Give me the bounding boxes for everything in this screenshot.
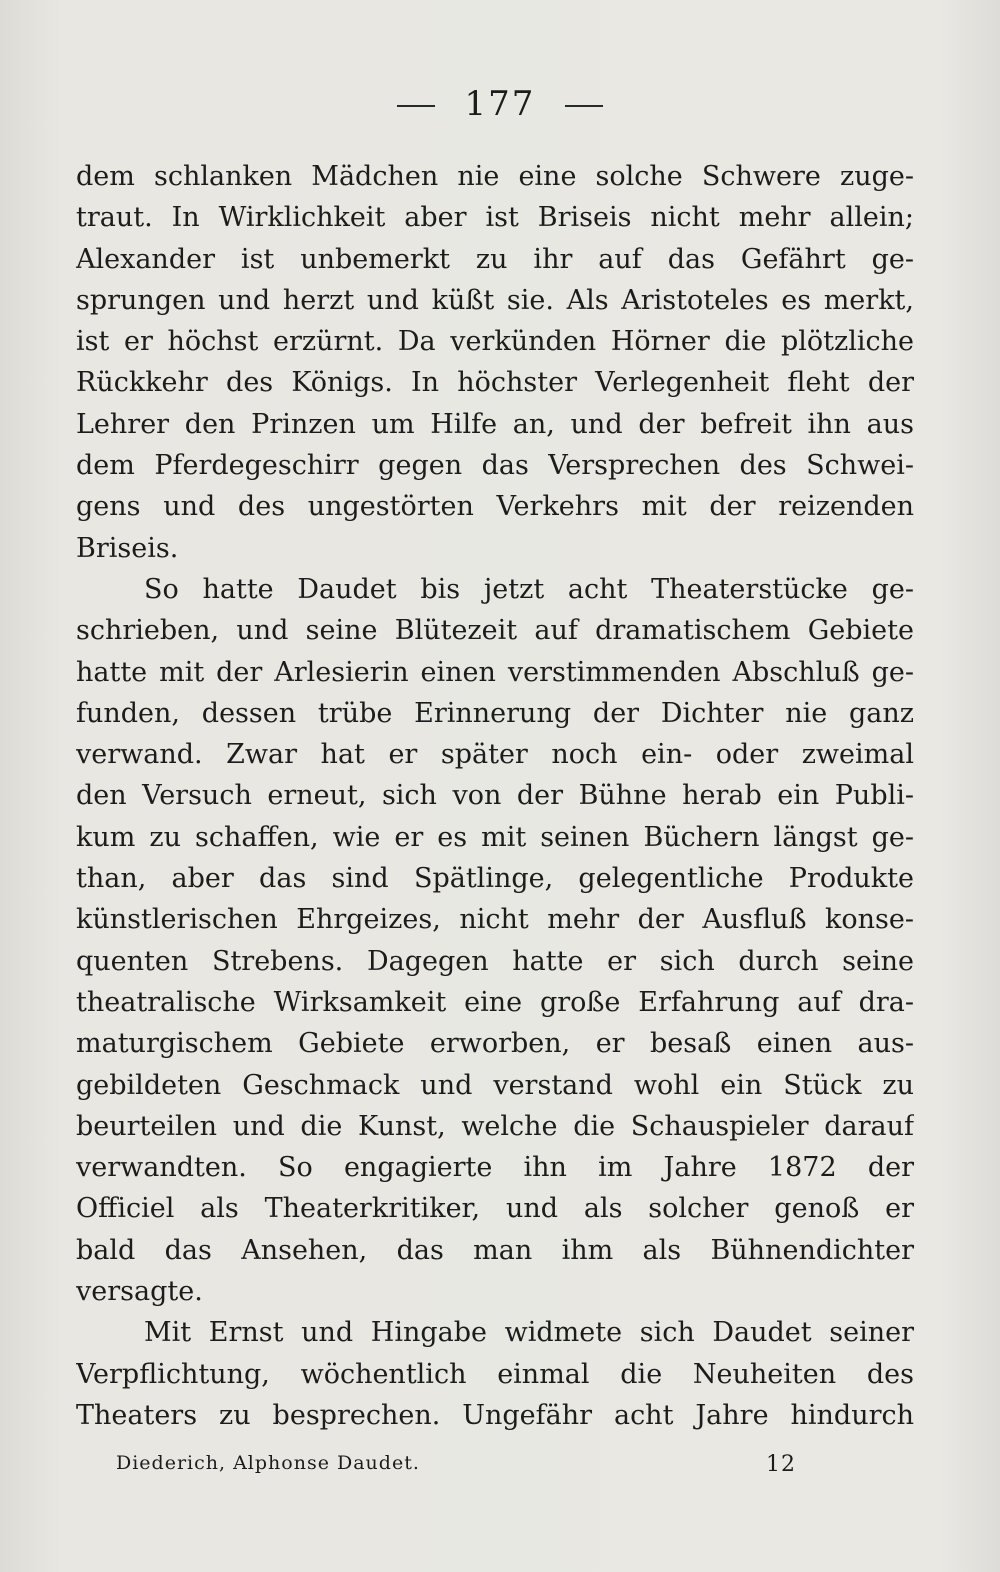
text-line: verwandten. So engagierte ihn im Jahre 1872 der xyxy=(76,1152,914,1184)
text-line: than, aber das sind Spätlinge, gelegentliche Produkte xyxy=(76,863,914,895)
text-line: gebildeten Geschmack und verstand wohl ein Stück zu xyxy=(76,1069,914,1101)
text-line: Officiel als Theaterkritiker, und als solcher genoß er xyxy=(76,1193,914,1225)
body-text xyxy=(76,156,914,1436)
text-line: hatte mit der Arlesierin einen verstimmenden Abschluß ge- xyxy=(76,656,914,688)
text-line: ist er höchst erzürnt. Da verkünden Hörner die plötzliche xyxy=(76,326,914,358)
text-line: versagte. xyxy=(76,1276,203,1308)
text-line: beurteilen und die Kunst, welche die Schauspieler darauf xyxy=(76,1110,914,1142)
text-line: Lehrer den Prinzen um Hilfe an, und der befreit ihn aus xyxy=(76,408,914,440)
page-header xyxy=(0,84,1000,124)
text-line: den Versuch erneut, sich von der Bühne herab ein Publi- xyxy=(76,780,914,812)
text-line: Rückkehr des Königs. In höchster Verlegenheit fleht der xyxy=(76,367,914,399)
page-footer xyxy=(116,1452,796,1482)
text-line: theatralische Wirksamkeit eine große Erfahrung auf dra- xyxy=(76,986,914,1018)
text-line: quenten Strebens. Dagegen hatte er sich durch seine xyxy=(76,945,914,977)
text-line: bald das Ansehen, das man ihm als Bühnendichter xyxy=(76,1234,914,1266)
text-line: funden, dessen trübe Erinnerung der Dichter nie ganz xyxy=(76,697,914,729)
text-line: schrieben, und seine Blütezeit auf dramatischem Gebiete xyxy=(76,615,914,647)
header-dash-left xyxy=(397,105,435,107)
text-line: künstlerischen Ehrgeizes, nicht mehr der Ausfluß konse- xyxy=(76,904,914,936)
text-line: Alexander ist unbemerkt zu ihr auf das Gefährt ge- xyxy=(76,243,914,275)
text-line: verwand. Zwar hat er später noch ein- oder zweimal xyxy=(76,739,914,771)
text-line: dem schlanken Mädchen nie eine solche Schwere zuge- xyxy=(76,161,914,192)
text-line: gens und des ungestörten Verkehrs mit der reizenden xyxy=(76,491,914,523)
text-line: kum zu schaffen, wie er es mit seinen Büchern längst ge- xyxy=(76,821,914,853)
text-line: Briseis. xyxy=(76,532,179,564)
signature-mark: 12 xyxy=(766,1452,796,1477)
footer-citation: Diederich, Alphonse Daudet. xyxy=(116,1452,420,1474)
page-number: 177 xyxy=(464,84,536,124)
text-line: maturgischem Gebiete erworben, er besaß einen aus- xyxy=(76,1028,914,1060)
text-line: dem Pferdegeschirr gegen das Versprechen des Schwei- xyxy=(76,450,914,482)
text-line: Theaters zu besprechen. Ungefähr acht Jahre hindurch xyxy=(76,1399,914,1431)
text-line: Mit Ernst und Hingabe widmete sich Daudet seiner xyxy=(144,1317,914,1349)
text-line: traut. In Wirklichkeit aber ist Briseis nicht mehr allein; xyxy=(76,202,914,234)
text-line: Verpflichtung, wöchentlich einmal die Neuheiten des xyxy=(76,1358,914,1390)
header-dash-right xyxy=(565,105,603,107)
text-line: So hatte Daudet bis jetzt acht Theaterstücke ge- xyxy=(144,573,914,605)
text-line: sprungen und herzt und küßt sie. Als Aristoteles es merkt, xyxy=(76,284,914,316)
